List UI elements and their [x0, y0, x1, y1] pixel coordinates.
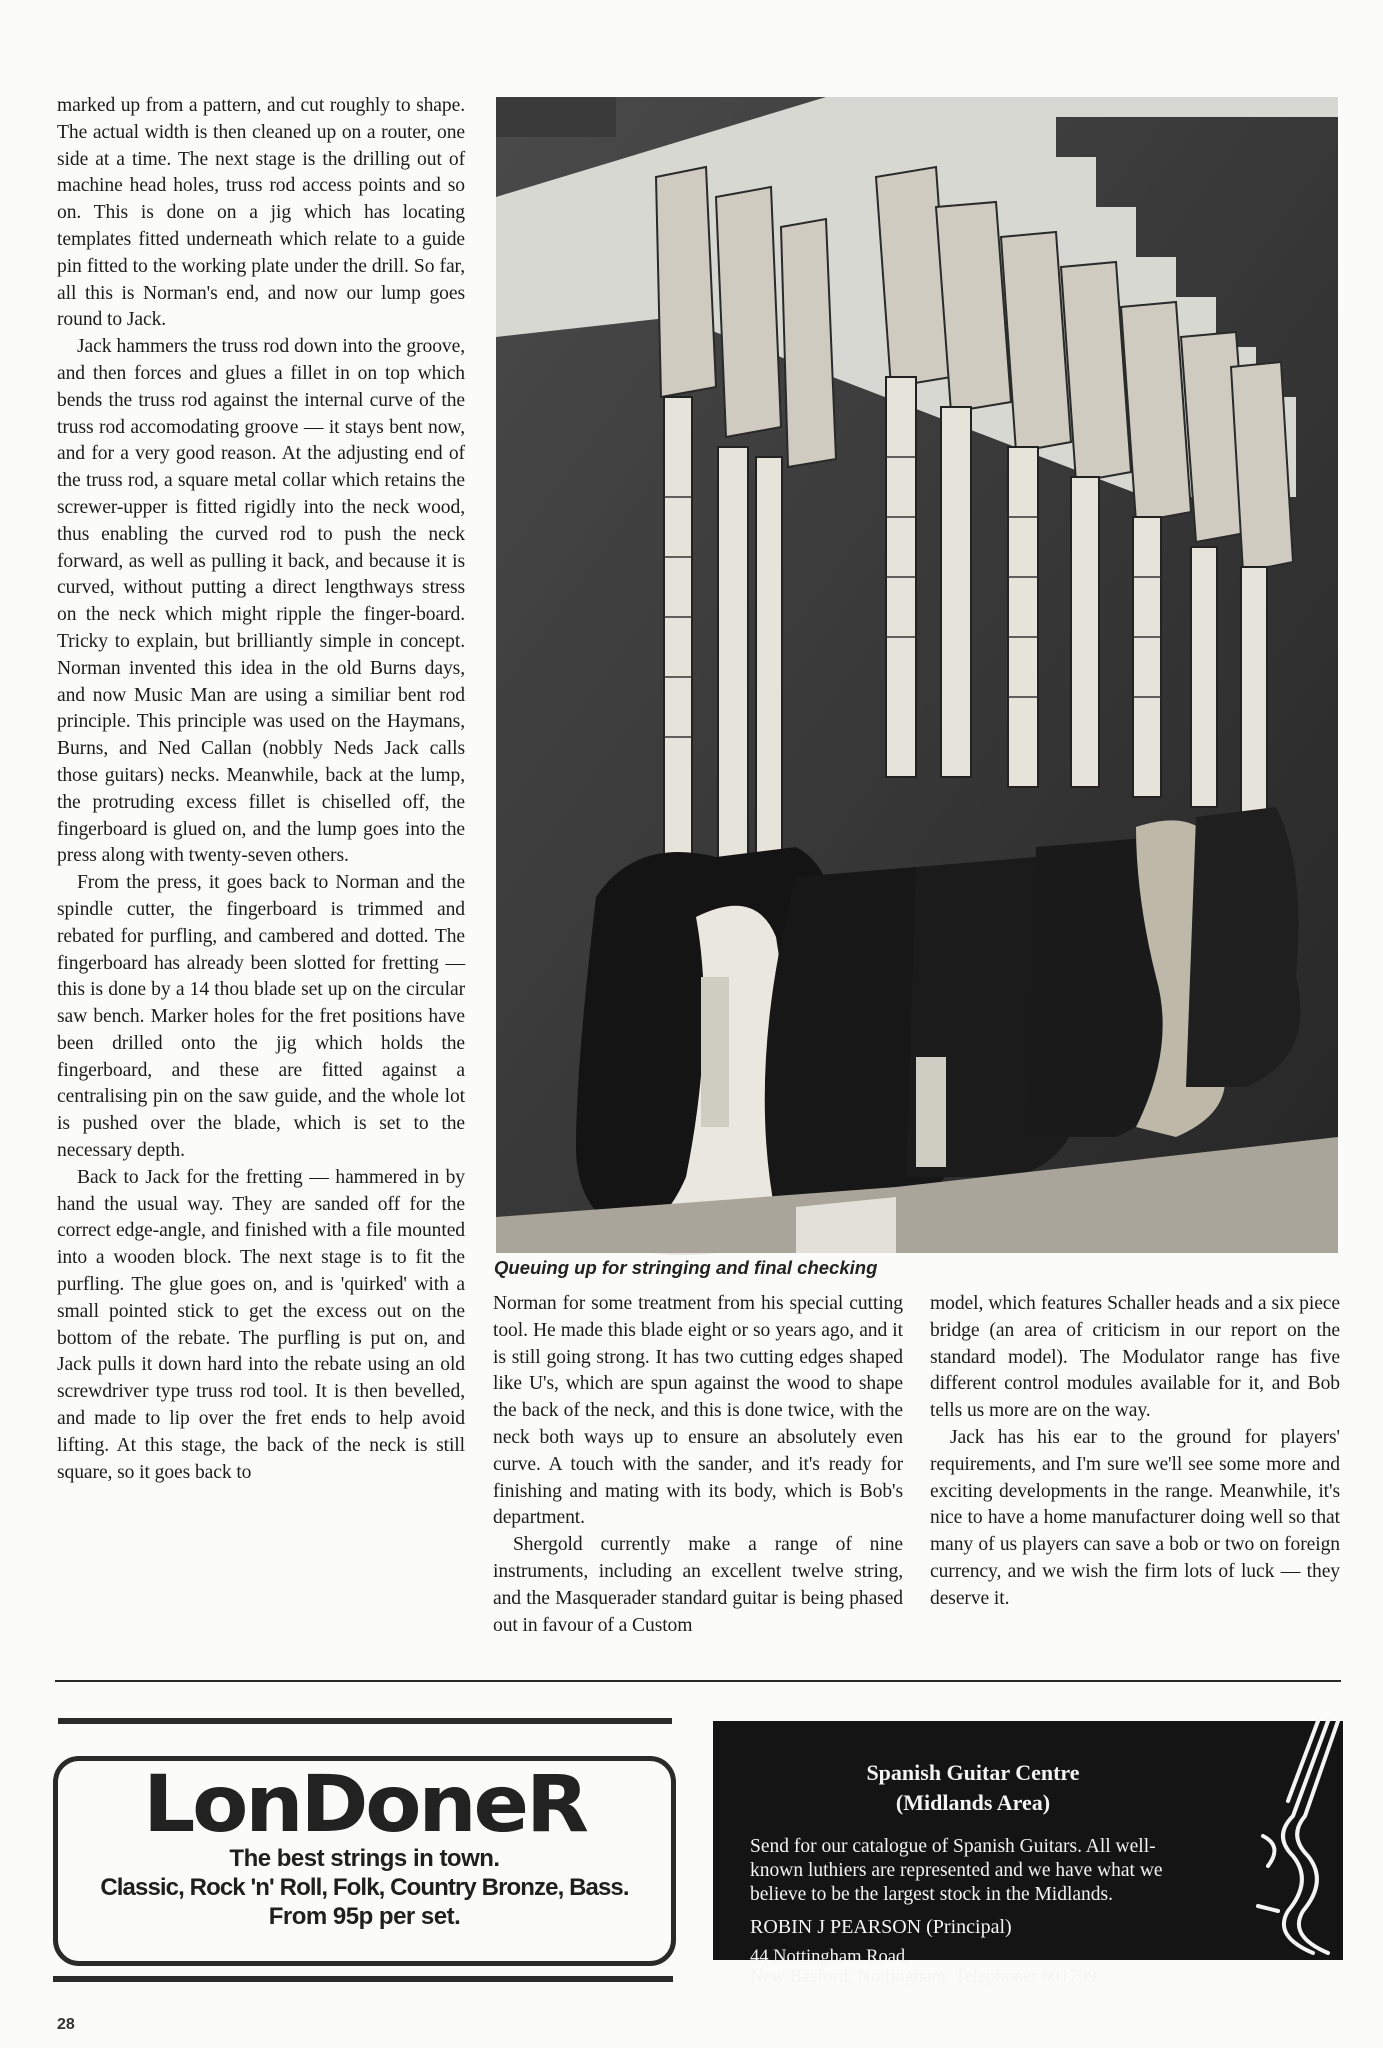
- paragraph: Jack hammers the truss rod down into the groove, and then forces and glues a fillet in on top which bends the truss rod against the internal curve of the truss rod accomodating groove — it stays bent now, and for a very good reason. At the adjusting end of the truss rod, a square metal collar which retains the screwer-upper is fitted rigidly into the neck wood, thus enabling the curved rod to push the neck forward, as well as pulling it back, and because it is curved, without putting a direct lengthways stress on the neck which might ripple the finger-board. Tricky to explain, but brilliantly simple in concept. Norman invented this idea in the old Burns days, and now Music Man are using a similiar bent rod principle. This principle was used on the Haymans, Burns, and Ned Callan (nobbly Neds Jack calls those guitars) necks. Meanwhile, back at the lump, the protruding excess fillet is chiselled off, the fingerboard is glued on, and the lump goes into the press along with twenty-seven others.: [57, 336, 465, 867]
- paragraph: Back to Jack for the fretting — hammered in by hand the usual way. They are sanded off for the correct edge-angle, and finished with a file mounted into a wooden block. The next stage is to fit the purfling. The glue goes on, and is 'quirked' with a small pointed stick to get the excess out on the bottom of the rebate. The purfling is put on, and Jack pulls it down hard into the rebate using an old screwdriver type truss rod tool. It is then bevelled, and made to lip over the fret ends to help avoid lifting. At this stage, the back of the neck is still square, so it goes back to: [57, 1166, 465, 1483]
- article-column-1: [57, 93, 465, 1486]
- paragraph: From the press, it goes back to Norman and the spindle cutter, the fingerboard is trimmed and rebated for purfling, and cambered and dotted. The fingerboard has already been slotted for fretting — this is done by a 14 thou blade set up on the circular saw bench. Marker holes for the fret positions have been drilled onto the jig which holds the fingerboard, and these are fitted against a centralising pin on the saw guide, and the whole lot is pushed over the blade, which is set to the necessary depth.: [57, 872, 465, 1162]
- londoner-strings-ad: [50, 1712, 678, 1982]
- photo-image: [496, 97, 1338, 1253]
- ad-subtitle: (Midlands Area): [895, 1790, 1051, 1815]
- paragraph: Jack has his ear to the ground for players' requirements, and I'm sure we'll see some more and exciting developments in the range. Meanwhile, it's nice to have a home manufacturer doing well so that many of us players can save a bob or two on foreign currency, and we wish the firm lots of luck — they deserve it.: [930, 1426, 1340, 1609]
- guitar-rack-photo: [496, 97, 1338, 1253]
- section-divider: [55, 1680, 1341, 1682]
- paragraph: Norman for some treatment from his special cutting tool. He made this blade eight or so years ago, and it is still going strong. It has two cutting edges shaped like U's, which are spun against the wood to shape the back of the neck, and this is done twice, with the neck both ways up to ensure an absolutely even curve. A touch with the sander, and it's ready for finishing and mating with its body, which is Bob's department.: [493, 1293, 903, 1529]
- page-number: 28: [57, 2016, 75, 2033]
- paragraph: Shergold currently make a range of nine instruments, including an excellent twelve string, and the Masquerader standard guitar is being phased out in favour of a Custom: [493, 1534, 903, 1636]
- photo-caption: Queuing up for stringing and final checking: [494, 1257, 878, 1278]
- paragraph: marked up from a pattern, and cut roughly to shape. The actual width is then cleaned up on a router, one side at a time. The next stage is the drilling out of machine head holes, truss rod access points and so on. This is done on a jig which has locating templates fitted underneath which relate to a guide pin fitted to the working plate under the drill. So far, all this is Norman's end, and now our lump goes round to Jack.: [57, 95, 465, 331]
- ad-address-line-2: New Basford, Nottingham. Telephone: 601709: [750, 1967, 1097, 1987]
- ad-string-types: Classic, Rock 'n' Roll, Folk, Country Bronze, Bass.: [100, 1874, 629, 1901]
- ad-principal: ROBIN J PEARSON (Principal): [750, 1916, 1012, 1938]
- ad-price: From 95p per set.: [268, 1903, 461, 1930]
- article-column-3: [930, 1291, 1340, 1613]
- ad-rounded-frame: [53, 1756, 676, 1966]
- guitar-outline-icon: [1233, 1721, 1343, 1960]
- ad-address: [750, 1947, 1097, 1987]
- londoner-logo: LonDoneR: [143, 1760, 586, 1850]
- ad-bottom-bar: [53, 1976, 673, 1982]
- ad-body: Send for our catalogue of Spanish Guitars. All well-known luthiers are represented and we have what we believe to be the largest stock in the Midlands.: [750, 1836, 1163, 1905]
- paragraph: model, which features Schaller heads and a six piece bridge (an area of criticism in our report on the standard model). The Modulator range has five different control modules available for it, and Bob tells us more are on the way.: [930, 1293, 1340, 1422]
- ad-address-line-1: 44 Nottingham Road,: [750, 1947, 910, 1967]
- ad-tagline: The best strings in town.: [229, 1845, 500, 1872]
- ad-top-bar: [58, 1718, 672, 1724]
- ad-title: Spanish Guitar Centre: [866, 1760, 1080, 1785]
- spanish-guitar-centre-ad: [713, 1721, 1343, 1987]
- article-column-2: [493, 1291, 903, 1639]
